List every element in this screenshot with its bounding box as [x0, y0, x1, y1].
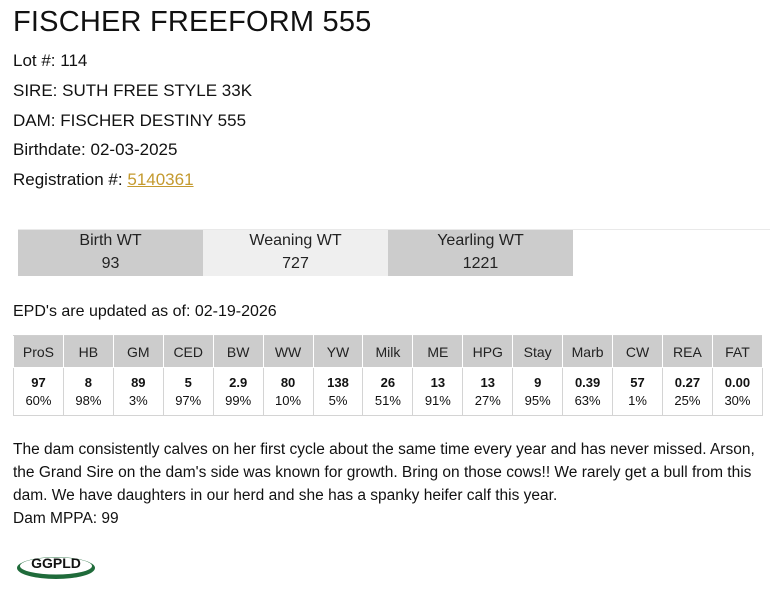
epd-percentile: 30%	[724, 392, 751, 408]
epd-cell-ced	[163, 368, 213, 416]
epd-percentile: 27%	[474, 392, 501, 408]
epd-value: 0.39	[574, 374, 601, 390]
epd-header-hpg: HPG	[463, 336, 513, 368]
epd-table	[13, 335, 763, 416]
lot-number: 114	[60, 51, 88, 70]
epd-cell-yw	[313, 368, 363, 416]
weights-panel	[18, 229, 770, 276]
animal-name: FISCHER FREEFORM 555	[13, 6, 372, 38]
epd-percentile: 10%	[275, 392, 302, 408]
yearling-weight-cell	[388, 230, 573, 276]
weaning-weight-label: Weaning WT	[249, 232, 342, 249]
epd-value: 0.00	[724, 374, 751, 390]
epd-value: 26	[380, 374, 396, 390]
epd-cell-hpg	[463, 368, 513, 416]
dam-line	[13, 111, 246, 131]
epd-cell-fat	[712, 368, 762, 416]
epd-value: 9	[534, 374, 542, 390]
dam-name: FISCHER DESTINY 555	[60, 111, 247, 130]
epd-value-row	[14, 368, 763, 416]
epd-value: 80	[280, 374, 296, 390]
epd-value: 2.9	[229, 374, 248, 390]
yearling-weight-label: Yearling WT	[437, 232, 524, 249]
epd-header-cw: CW	[613, 336, 663, 368]
lot-line	[13, 51, 87, 71]
sire-line	[13, 81, 252, 101]
lot-label: Lot #:	[13, 51, 56, 70]
epd-value: 8	[84, 374, 92, 390]
epd-percentile: 25%	[674, 392, 701, 408]
weaning-weight-value: 727	[282, 255, 309, 272]
epd-value: 57	[630, 374, 645, 390]
sire-label: SIRE:	[13, 81, 58, 100]
epd-header-stay: Stay	[513, 336, 563, 368]
epd-cell-cw	[613, 368, 663, 416]
notes-section	[13, 438, 763, 530]
epd-header-rea: REA	[662, 336, 712, 368]
epd-updated-text: EPD's are updated as of: 02-19-2026	[13, 303, 277, 320]
dam-label: DAM:	[13, 111, 56, 130]
logo-text: GGPLD	[31, 555, 81, 571]
epd-cell-marb	[563, 368, 613, 416]
registration-line	[13, 170, 194, 190]
epd-percentile: 99%	[225, 392, 252, 408]
epd-header-bw: BW	[213, 336, 263, 368]
birth-weight-cell	[18, 230, 203, 276]
epd-cell-bw	[213, 368, 263, 416]
epd-header-hb: HB	[63, 336, 113, 368]
epd-cell-milk	[363, 368, 413, 416]
epd-header-me: ME	[413, 336, 463, 368]
epd-percentile: 51%	[374, 392, 401, 408]
epd-header-yw: YW	[313, 336, 363, 368]
birthdate-value: 02-03-2025	[90, 140, 178, 159]
epd-percentile: 63%	[574, 392, 601, 408]
epd-value: 13	[480, 374, 495, 390]
epd-cell-stay	[513, 368, 563, 416]
dam-comment: The dam consistently calves on her first cycle about the same time every year and has never missed. Arson, the Grand Sire on the dam's side was known for growth. Bring on those cows!! We rarely get a bull from this dam. We have daughters in our herd and she has a spanky heifer calf this year.	[13, 441, 755, 504]
epd-value: 89	[131, 374, 146, 390]
epd-header-pros: ProS	[14, 336, 64, 368]
epd-percentile: 5%	[328, 392, 348, 408]
epd-percentile: 60%	[25, 392, 52, 408]
birth-weight-label: Birth WT	[79, 232, 142, 249]
birthdate-line	[13, 140, 177, 160]
epd-header-gm: GM	[113, 336, 163, 368]
epd-header-fat: FAT	[712, 336, 762, 368]
epd-percentile: 91%	[424, 392, 451, 408]
epd-value: 13	[430, 374, 446, 390]
epd-cell-gm	[113, 368, 163, 416]
sire-name: SUTH FREE STYLE 33K	[62, 81, 253, 100]
epd-percentile: 98%	[75, 392, 102, 408]
epd-percentile: 3%	[128, 392, 148, 408]
yearling-weight-value: 1221	[462, 255, 499, 272]
epd-cell-ww	[263, 368, 313, 416]
epd-percentile: 97%	[175, 392, 202, 408]
epd-percentile: 95%	[524, 392, 551, 408]
registration-label: Registration #:	[13, 170, 123, 189]
registration-link[interactable]: 5140361	[127, 170, 194, 189]
epd-cell-pros	[14, 368, 64, 416]
epd-percentile: 1%	[628, 392, 647, 408]
epd-cell-me	[413, 368, 463, 416]
ggpld-logo	[15, 548, 97, 582]
birth-weight-value: 93	[101, 255, 120, 272]
epd-header-ced: CED	[163, 336, 213, 368]
epd-header-milk: Milk	[363, 336, 413, 368]
epd-value: 5	[184, 374, 192, 390]
epd-value: 138	[327, 374, 349, 390]
epd-value: 0.27	[674, 374, 701, 390]
epd-header-row	[14, 336, 763, 368]
dam-mppa: Dam MPPA: 99	[13, 510, 119, 527]
epd-header-ww: WW	[263, 336, 313, 368]
epd-value: 97	[31, 374, 46, 390]
epd-header-marb: Marb	[563, 336, 613, 368]
epd-cell-rea	[662, 368, 712, 416]
weaning-weight-cell	[203, 230, 388, 276]
epd-cell-hb	[63, 368, 113, 416]
birthdate-label: Birthdate:	[13, 140, 86, 159]
